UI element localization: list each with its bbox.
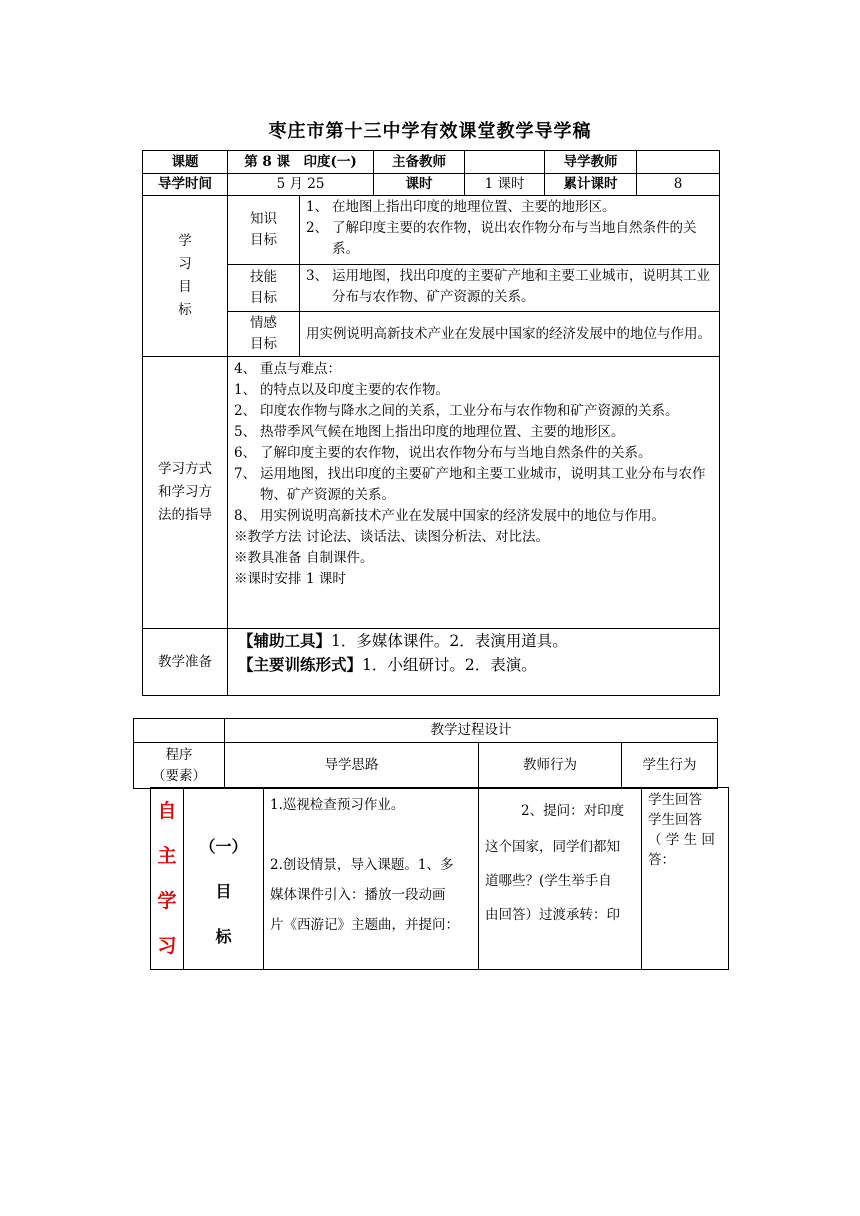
document-title: 枣庄市第十三中学有效课堂教学导学稿 — [268, 121, 592, 142]
col-student-header: 学生行为 — [622, 743, 718, 789]
method-item: 1、 的特点以及印度主要的农作物。 — [234, 382, 449, 398]
student-action-cell: 学生回答 学生回答 （ 学 生 回 答： — [642, 788, 729, 970]
self-study-table — [150, 787, 729, 970]
time-value: 5 月 25 — [228, 174, 374, 196]
period-value: 1 课时 — [465, 174, 545, 196]
objective-item: 2、 了解印度主要的农作物，说出农作物分布与当地自然条件的关系。 — [306, 220, 697, 257]
prep-line-tools: 【辅助工具】1．多媒体课件。2．表演用道具。 — [238, 631, 568, 650]
method-item: 4、 重点与难点： — [234, 361, 341, 377]
period-label: 课时 — [374, 174, 465, 196]
methods-section-label: 学习方式 和学习方 法的指导 — [143, 357, 228, 629]
method-item: 8、 用实例说明高新技术产业在发展中国家的经济发展中的地位与作用。 — [234, 508, 665, 524]
emotion-objective-label: 情感 目标 — [228, 312, 300, 357]
method-item: 7、 运用地图，找出印度的主要矿产地和主要工业城市，说明其工业分布与农作物、矿产资源的关系。 — [234, 466, 706, 503]
guide-teacher-value — [637, 151, 720, 174]
methods-content — [228, 357, 720, 629]
skill-objective-items — [300, 265, 720, 312]
topic-label: 课题 — [143, 151, 228, 174]
col-idea-header: 导学思路 — [225, 743, 479, 789]
process-header-table — [133, 718, 718, 789]
prep-content — [228, 629, 720, 696]
schedule-note: ※课时安排 1 课时 — [234, 571, 346, 587]
lesson-info-table — [142, 150, 720, 696]
sub-stage-goal: （一） 目 标 — [184, 788, 264, 970]
col-teacher-header: 教师行为 — [479, 743, 622, 789]
stage-self-study: 自 主 学 习 — [151, 788, 184, 970]
teaching-method-note: ※教学方法 讨论法、谈话法、读图分析法、对比法。 — [234, 529, 549, 545]
prep-label: 教学准备 — [143, 629, 228, 696]
guide-idea-cell: 1.巡视检查预习作业。 2.创设情景，导入课题。1、多 媒体课件引入：播放一段动画 片《西游记》主题曲，并提问： — [264, 788, 479, 970]
teaching-aids-note: ※教具准备 自制课件。 — [234, 550, 374, 566]
method-item: 5、 热带季风气候在地图上指出印度的地理位置、主要的地形区。 — [234, 424, 625, 440]
method-item: 2、 印度农作物与降水之间的关系，工业分布与农作物和矿产资源的关系。 — [234, 403, 679, 419]
teacher-action-cell: 2、提问：对印度 这个国家，同学们都知 道哪些？(学生举手自 由回答）过渡承转：印 — [479, 788, 642, 970]
emotion-objective-text: 用实例说明高新技术产业在发展中国家的经济发展中的地位与作用。 — [300, 312, 720, 357]
method-item: 6、 了解印度主要的农作物，说出农作物分布与当地自然条件的关系。 — [234, 445, 652, 461]
skill-objective-label: 技能 目标 — [228, 265, 300, 312]
objectives-section-label: 学 习 目 标 — [143, 196, 228, 357]
col-step-header: 程序 （要素） — [134, 743, 225, 789]
cumulative-label: 累计课时 — [545, 174, 637, 196]
topic-value: 第 8 课 印度(一) — [228, 151, 374, 174]
knowledge-objective-label: 知识 目标 — [228, 196, 300, 265]
prep-line-training: 【主要训练形式】1．小组研讨。2．表演。 — [238, 655, 537, 674]
guide-teacher-label: 导学教师 — [545, 151, 637, 174]
knowledge-objective-items — [300, 196, 720, 265]
lead-teacher-value — [465, 151, 545, 174]
process-title: 教学过程设计 — [225, 719, 718, 743]
cumulative-value: 8 — [637, 174, 720, 196]
objective-item: 1、 在地图上指出印度的地理位置、主要的地形区。 — [306, 199, 616, 215]
time-label: 导学时间 — [143, 174, 228, 196]
objective-item: 3、 运用地图，找出印度的主要矿产地和主要工业城市，说明其工业分布与农作物、矿产资源的关系。 — [306, 268, 710, 305]
lead-teacher-label: 主备教师 — [374, 151, 465, 174]
